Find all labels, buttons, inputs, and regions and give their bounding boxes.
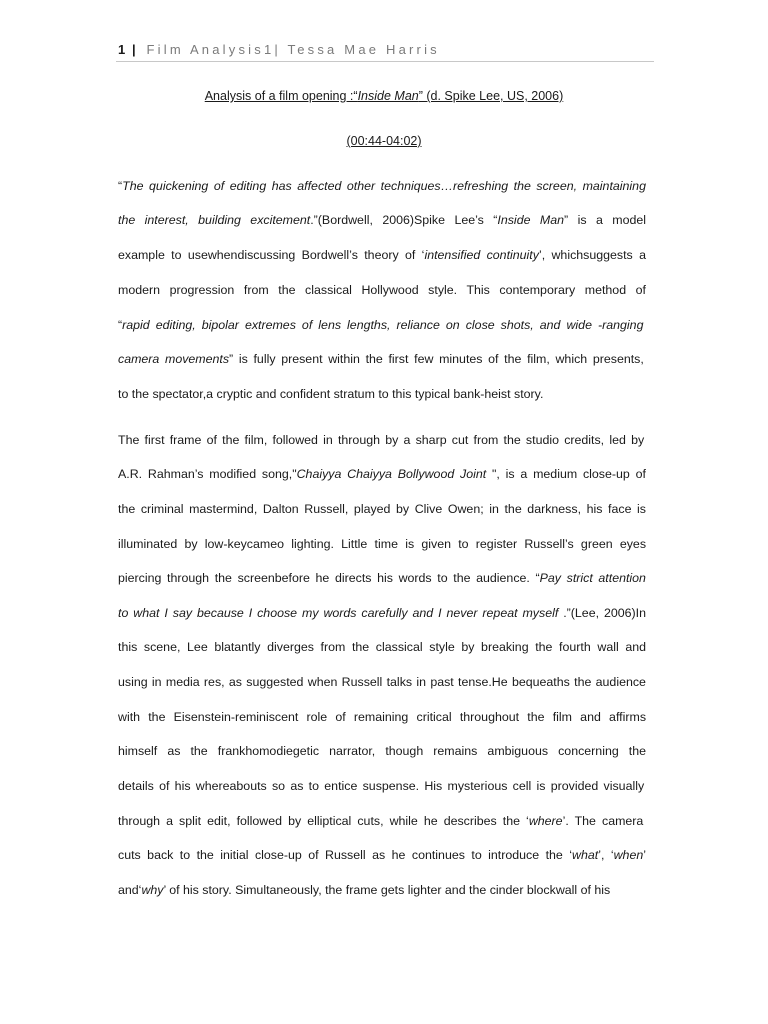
italic-text: to what I say because I choose my words carefully and I never repeat myself: [118, 606, 559, 620]
body-line: [118, 467, 646, 481]
body-line: [118, 883, 610, 897]
text-run: and‘: [118, 883, 142, 897]
body-line: [118, 179, 646, 193]
text-run: The first frame of the film, followed in through by a sharp cut from the studio credits, led by: [118, 433, 645, 447]
text-run: ’, ‘: [598, 848, 614, 862]
italic-text: Chaiyya Chaiyya Bollywood Joint: [296, 467, 487, 481]
body-line: [118, 571, 646, 585]
text-run: ’, whichsuggests a: [538, 248, 646, 262]
italic-text: The quickening of editing has affected other techniques…refreshing the screen, maintaining: [122, 179, 646, 193]
body-line: [118, 213, 646, 227]
text-run: ’ of his story. Simultaneously, the frame gets lighter and the cinder blockwall of his: [163, 883, 611, 897]
text-run: A.R. Rahman’s modified song,": [118, 467, 297, 481]
document-title: [0, 89, 768, 103]
italic-text: Inside Man: [497, 213, 565, 227]
title-prefix: Analysis of a film opening :“: [204, 89, 358, 103]
text-run: the criminal mastermind, Dalton Russell, played by Clive Owen; in the darkness, his face is: [118, 502, 647, 516]
body-line: [118, 779, 644, 793]
timecode-subtitle: (00:44-04:02): [346, 134, 422, 148]
title-film-name: Inside Man: [357, 89, 419, 103]
running-header: [118, 42, 440, 57]
text-run: ” is fully present within the first few minutes of the film, which presents,: [229, 352, 644, 366]
running-title: Film Analysis1| Tessa Mae Harris: [146, 42, 440, 57]
body-line: [118, 675, 646, 689]
body-line: [118, 283, 646, 297]
text-run: modern progression from the classical Hollywood style. This contemporary method of: [118, 283, 646, 297]
text-run: details of his whereabouts so as to entice suspense. His mysterious cell is provided visually: [118, 779, 645, 793]
body-line: [118, 537, 646, 551]
text-run: piercing through the screenbefore he directs his words to the audience. “: [118, 571, 540, 585]
body-line: [118, 433, 644, 447]
text-run: “: [118, 318, 123, 332]
text-run: example to usewhendiscussing Bordwell’s theory of ‘: [118, 248, 425, 262]
text-run: “: [118, 179, 123, 193]
text-run: using in media res, as suggested when Russell talks in past tense.He bequeaths the audience: [118, 675, 646, 689]
body-line: [118, 318, 643, 332]
header-rule: [116, 61, 654, 62]
body-line: [118, 352, 644, 366]
italic-text: rapid editing, bipolar extremes of lens lengths, reliance on close shots, and wide -ranging: [122, 318, 644, 332]
italic-text: when: [613, 848, 644, 862]
body-line: [118, 606, 646, 620]
body-line: [118, 640, 646, 654]
text-run: with the Eisenstein-reminiscent role of remaining critical throughout the film and affirms: [118, 710, 647, 724]
text-run: ” is a model: [564, 213, 647, 227]
italic-text: why: [141, 883, 164, 897]
page-number: 1: [118, 42, 126, 57]
body-line: [118, 848, 646, 862]
text-run: to the spectator,a cryptic and confident stratum to this typical bank-heist story.: [118, 387, 544, 401]
text-run: through a split edit, followed by elliptical cuts, while he describes the ‘: [118, 814, 529, 828]
title-suffix: ” (d. Spike Lee, US, 2006): [418, 89, 564, 103]
text-run: this scene, Lee blatantly diverges from the classical style by breaking the fourth wall and: [118, 640, 647, 654]
text-run: illuminated by low-keycameo lighting. Little time is given to register Russell’s green eyes: [118, 537, 647, 551]
text-run: ", is a medium close-up of: [486, 467, 646, 481]
italic-text: camera movements: [118, 352, 230, 366]
text-run: cuts back to the initial close-up of Russell as he continues to introduce the ‘: [118, 848, 573, 862]
body-line: [118, 387, 543, 401]
italic-text: the interest, building excitement: [118, 213, 311, 227]
italic-text: where: [528, 814, 563, 828]
body-line: [118, 744, 646, 758]
body-line: [118, 502, 646, 516]
body-line: [118, 248, 646, 262]
body-line: [118, 814, 643, 828]
text-run: ’. The camera: [562, 814, 644, 828]
text-run: himself as the frankhomodiegetic narrator, though remains ambiguous concerning the: [118, 744, 647, 758]
italic-text: what: [572, 848, 599, 862]
italic-text: intensified continuity: [424, 248, 539, 262]
text-run: ’: [643, 848, 646, 862]
body-line: [118, 710, 646, 724]
italic-text: Pay strict attention: [539, 571, 646, 585]
header-separator: |: [132, 42, 136, 57]
text-run: .”(Bordwell, 2006)Spike Lee’s “: [310, 213, 498, 227]
text-run: .”(Lee, 2006)In: [558, 606, 646, 620]
